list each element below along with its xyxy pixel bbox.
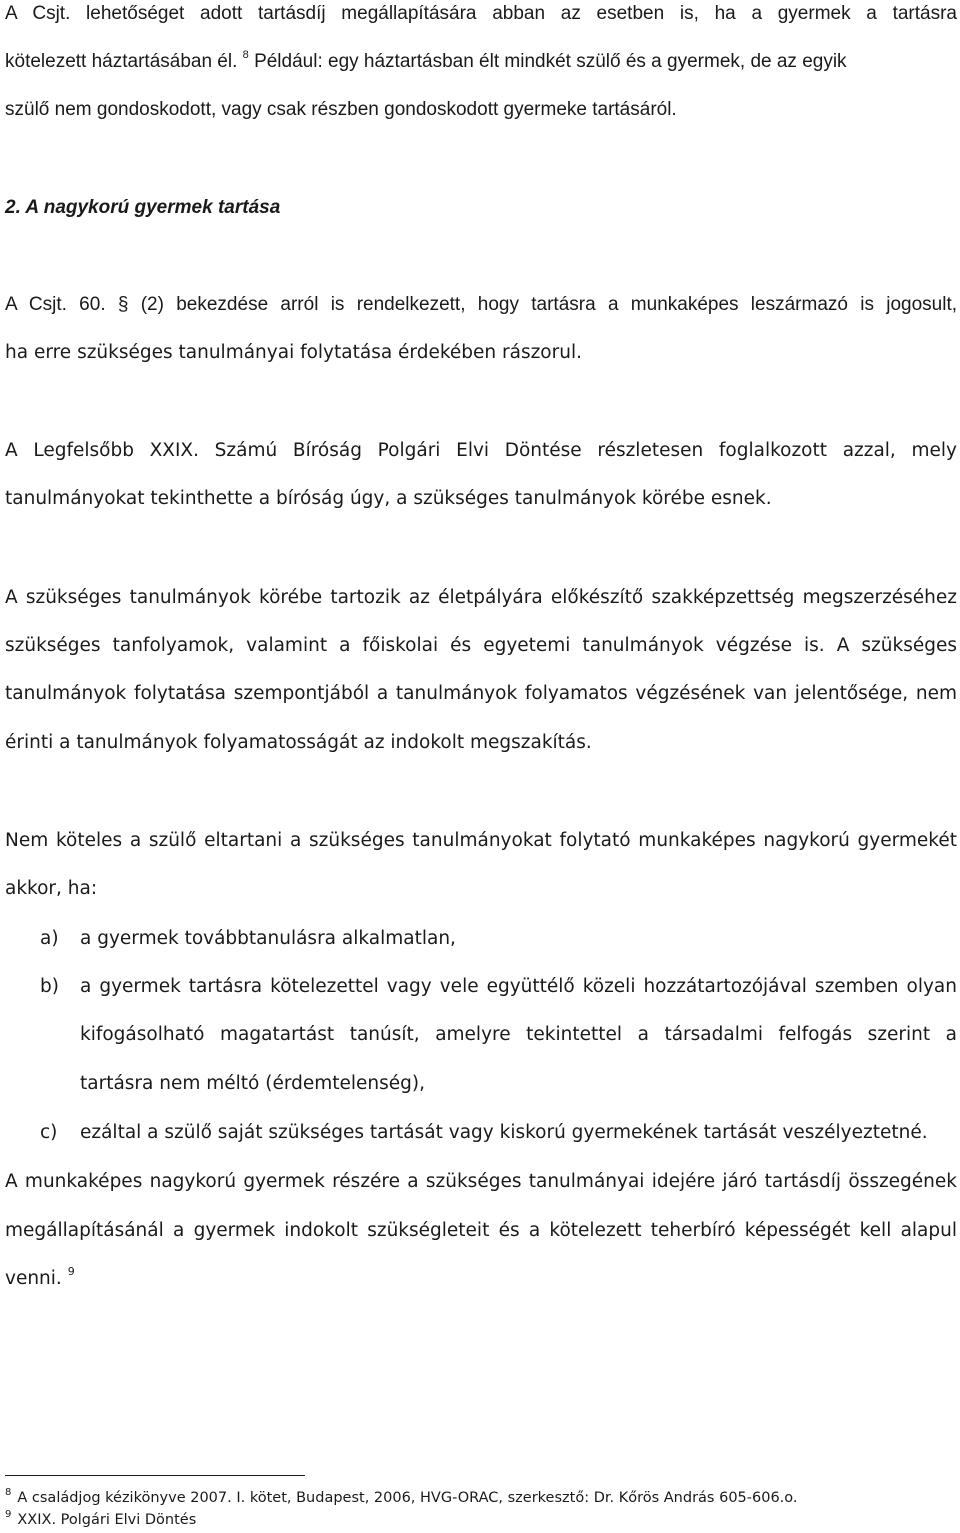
text-run: Például: egy háztartásban élt mindkét szülő és a gyermek, de az egyik [254,51,847,72]
footnote-number: 9 [5,1509,12,1520]
paragraph-line: akkor, ha: [5,878,98,899]
paragraph-line: szükséges tanfolyamok, valamint a főiskolai és egyetemi tanulmányok végzése is. A szükséges [5,635,957,656]
paragraph-line: A szükséges tanulmányok körébe tartozik az életpályára előkészítő szakképzettség megszerzéséhez [5,587,957,608]
list-item-text: ezáltal a szülő saját szükséges tartását vagy kiskorú gyermekének tartását veszélyeztetné. [80,1122,928,1143]
paragraph-line: A Csjt. lehetőséget adott tartásdíj megállapítására abban az esetben is, ha a gyermek a tartásra [5,3,957,24]
paragraph-line: érinti a tanulmányok folyamatosságát az indokolt megszakítás. [5,732,592,753]
footnote-separator [5,1475,305,1476]
list-marker: c) [40,1122,58,1143]
paragraph-line: ha erre szükséges tanulmányai folytatása érdekében rászorul. [5,342,582,363]
text-run: kötelezett háztartásában él. [5,51,238,72]
list-marker: a) [40,928,59,949]
list-item-text: tartásra nem méltó (érdemtelenség), [80,1073,426,1094]
footnote-text: A családjog kézikönyve 2007. I. kötet, Budapest, 2006, HVG-ORAC, szerkesztő: Dr. Kőrös András 605-606.o. [17,1490,798,1506]
paragraph-line: A Csjt. 60. § (2) bekezdése arról is rendelkezett, hogy tartásra a munkaképes leszármazó is jogosult, [5,294,957,315]
section-heading: 2. A nagykorú gyermek tartása [5,197,281,218]
list-item-text: a gyermek tartásra kötelezettel vagy vele együttélő közeli hozzátartozójával szemben olyan [80,976,957,997]
list-item-text: kifogásolható magatartást tanúsít, amelyre tekintettel a társadalmi felfogás szerint a [80,1024,957,1045]
paragraph-line: tanulmányokat tekinthette a bíróság úgy, a szükséges tanulmányok körébe esnek. [5,488,772,509]
paragraph-line: megállapításánál a gyermek indokolt szükségleteit és a kötelezett teherbíró képességét kell alapul [5,1220,957,1241]
list-marker: b) [40,976,59,997]
paragraph-line: A Legfelsőbb XXIX. Számú Bíróság Polgári Elvi Döntése részletesen foglalkozott azzal, mely [5,440,957,461]
footnote-ref[interactable]: 9 [67,1265,75,1278]
paragraph-line [5,51,957,73]
footnote-text: XXIX. Polgári Elvi Döntés [17,1512,197,1528]
footnote [5,1509,197,1528]
footnote-number: 8 [5,1487,12,1498]
text-run: venni. [5,1268,62,1289]
paragraph-line: tanulmányok folytatása szempontjából a tanulmányok folyamatos végzésének van jelentősége, nem [5,683,957,704]
footnote [5,1487,798,1506]
paragraph-line: A munkaképes nagykorú gyermek részére a szükséges tanulmányai idejére járó tartásdíj összegének [5,1171,957,1192]
paragraph-line [5,1265,957,1289]
paragraph-line: Nem köteles a szülő eltartani a szükséges tanulmányokat folytató munkaképes nagykorú gyermekét [5,830,957,851]
list-item-text: a gyermek továbbtanulásra alkalmatlan, [80,928,456,949]
footnote-ref[interactable]: 8 [242,49,249,61]
paragraph-line: szülő nem gondoskodott, vagy csak részben gondoskodott gyermeke tartásáról. [5,99,677,120]
